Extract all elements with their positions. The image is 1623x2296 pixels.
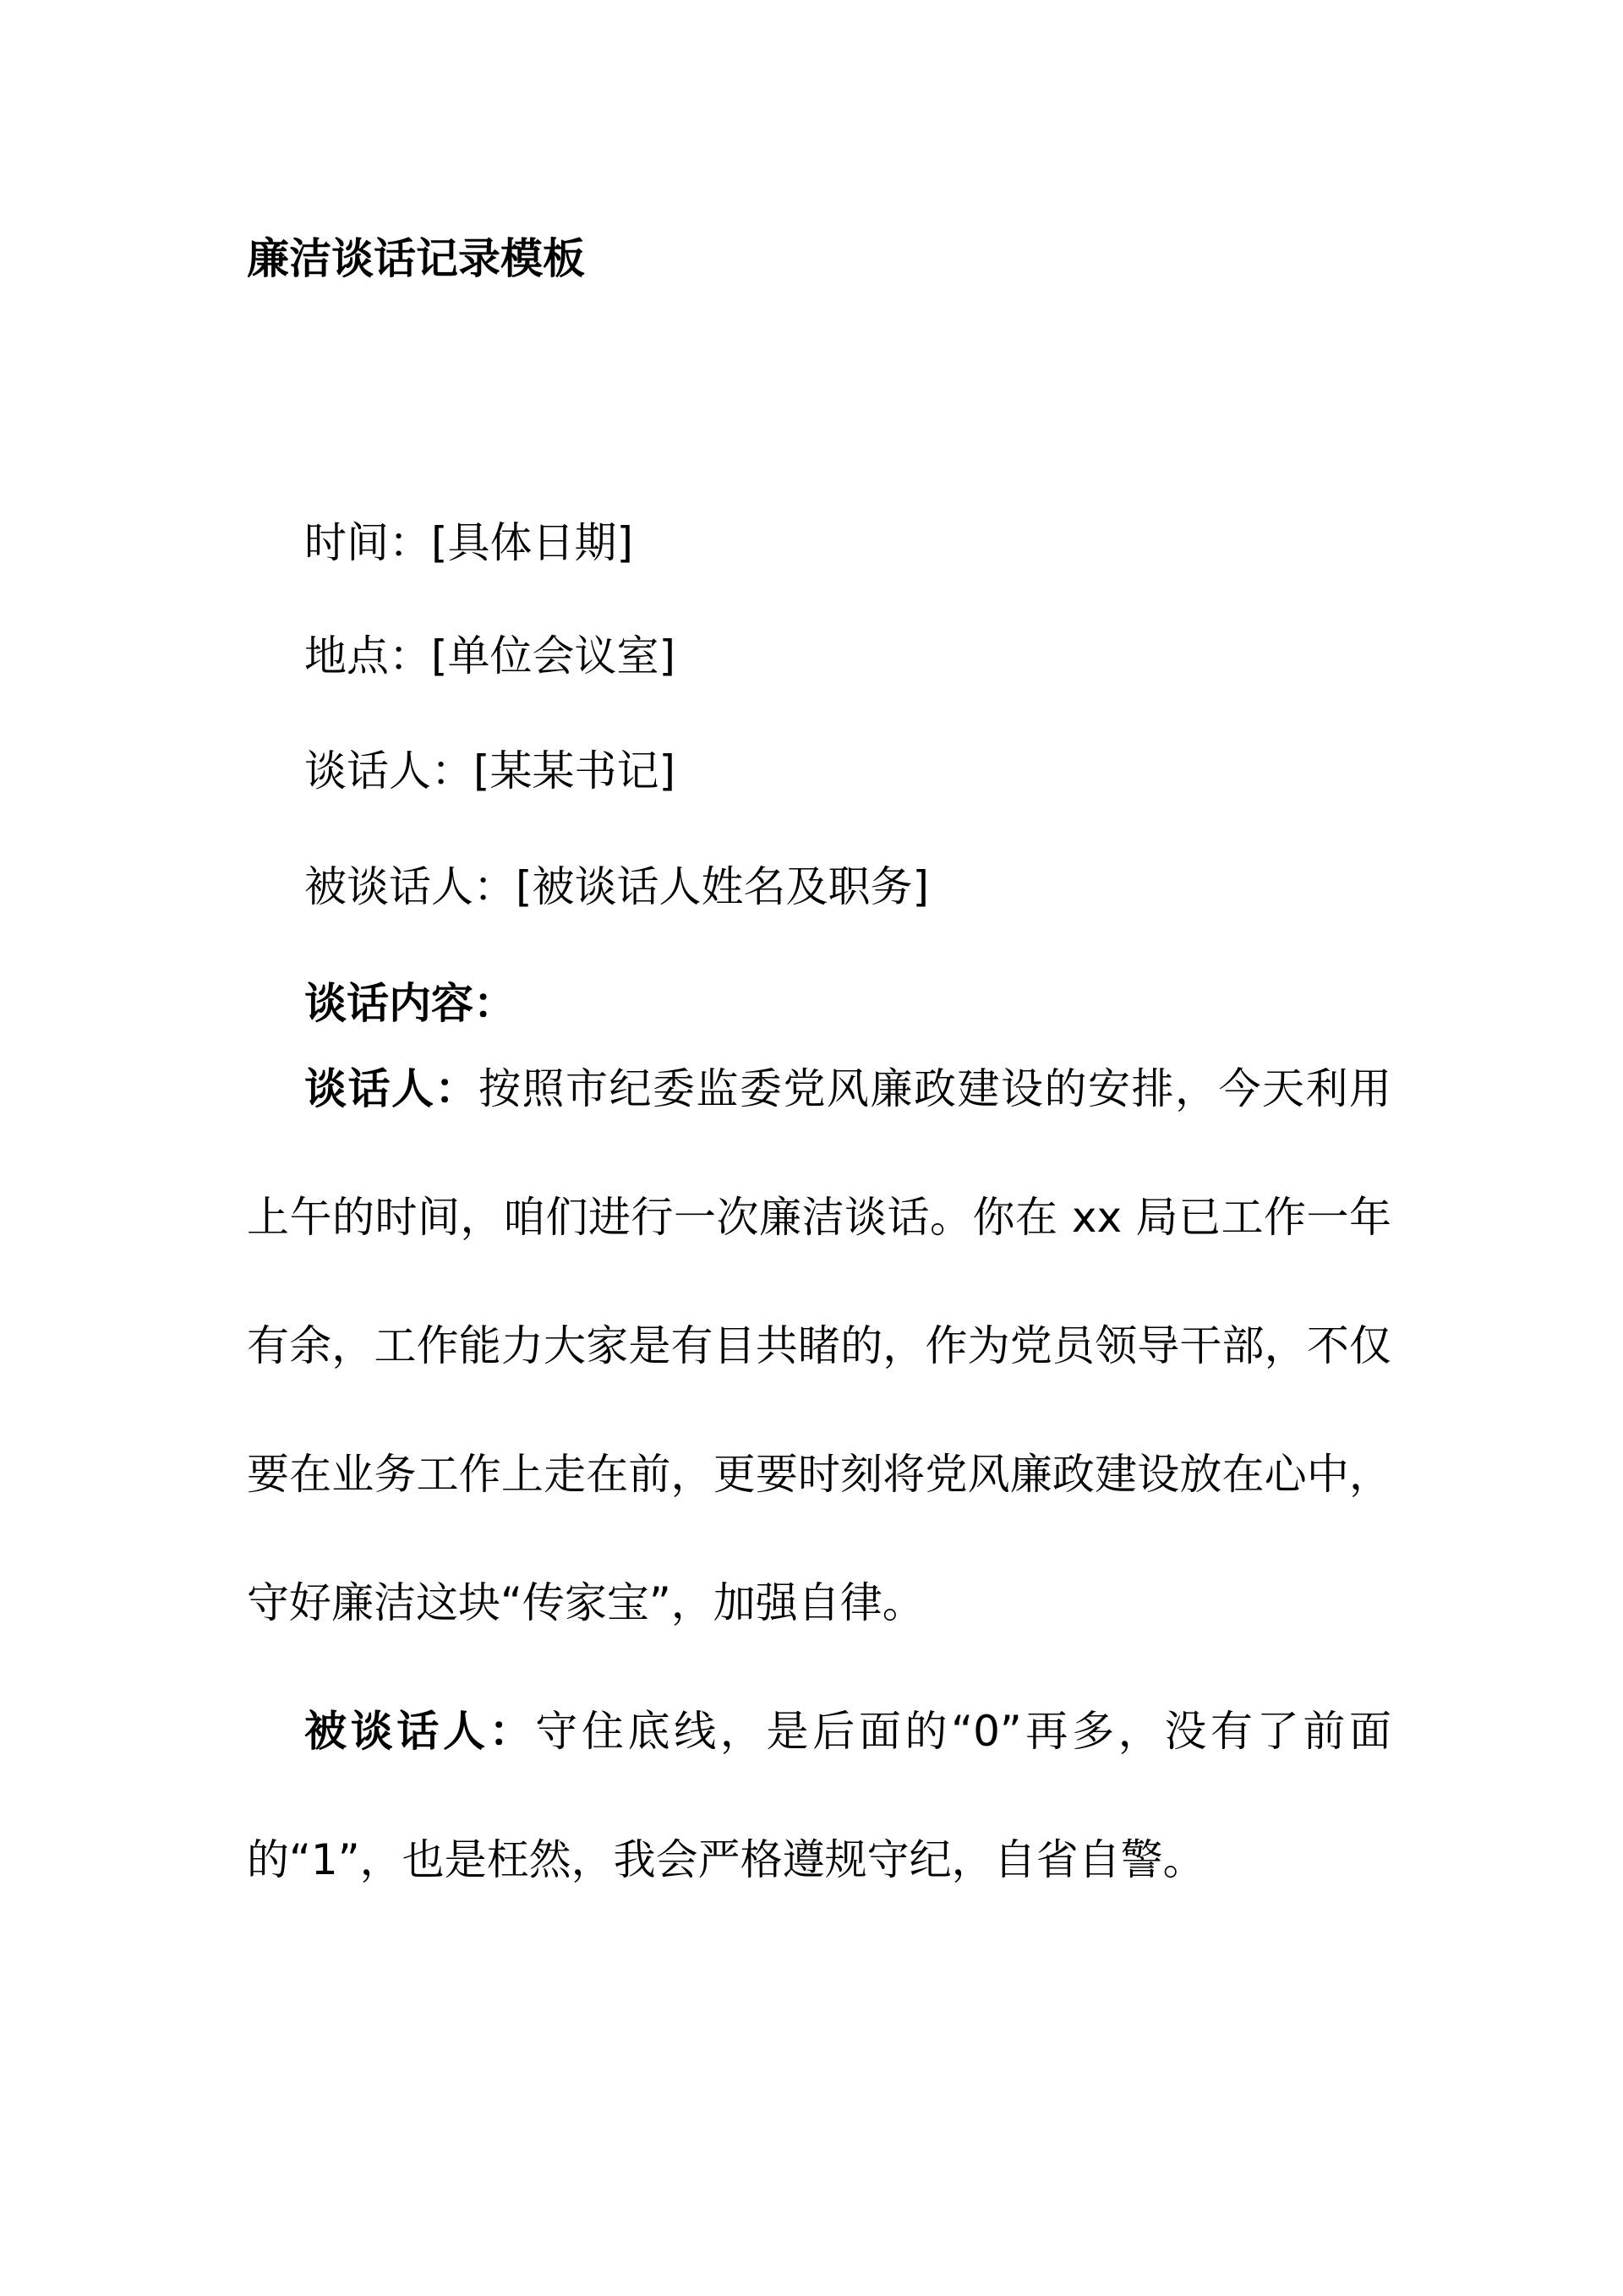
- meta-talker-value: [某某书记]: [473, 746, 676, 795]
- content-heading: 谈话内容：: [304, 979, 516, 1028]
- dialogue-text: 守住底线，是后面的“0”再多，没有了前面的“1”，也是枉然，我会严格遵规守纪，自省自警。: [247, 1707, 1392, 1884]
- dialogue-paragraph-interviewee: [247, 1667, 1391, 1924]
- meta-interviewee-value: [被谈话人姓名及职务]: [516, 862, 930, 911]
- meta-talker-label: 谈话人：: [304, 746, 473, 795]
- meta-place: [304, 629, 675, 683]
- meta-interviewee: [304, 860, 929, 914]
- meta-time-value: [具体日期]: [431, 518, 634, 567]
- meta-interviewee-label: 被谈话人：: [304, 862, 516, 911]
- meta-place-value: [单位会议室]: [431, 631, 676, 681]
- dialogue-text: 按照市纪委监委党风廉政建设的安排，今天利用上午的时间，咱们进行一次廉洁谈话。你在 xx 局已工作一年有余，工作能力大家是有目共睹的，作为党员领导干部，不仅要在业务工作上走在前，更要时刻将党风廉政建设放在心中，守好廉洁这块“传家宝”，加强自律。: [247, 1064, 1391, 1627]
- meta-time-label: 时间：: [304, 518, 431, 567]
- document-title: 廉洁谈话记录模板: [247, 234, 585, 283]
- meta-time: [304, 516, 633, 570]
- speaker-label: 被谈话人：: [304, 1707, 536, 1756]
- meta-place-label: 地点：: [304, 631, 431, 681]
- speaker-label: 谈话人：: [304, 1064, 478, 1113]
- dialogue-paragraph-talker: [247, 1025, 1391, 1667]
- meta-talker: [304, 744, 675, 798]
